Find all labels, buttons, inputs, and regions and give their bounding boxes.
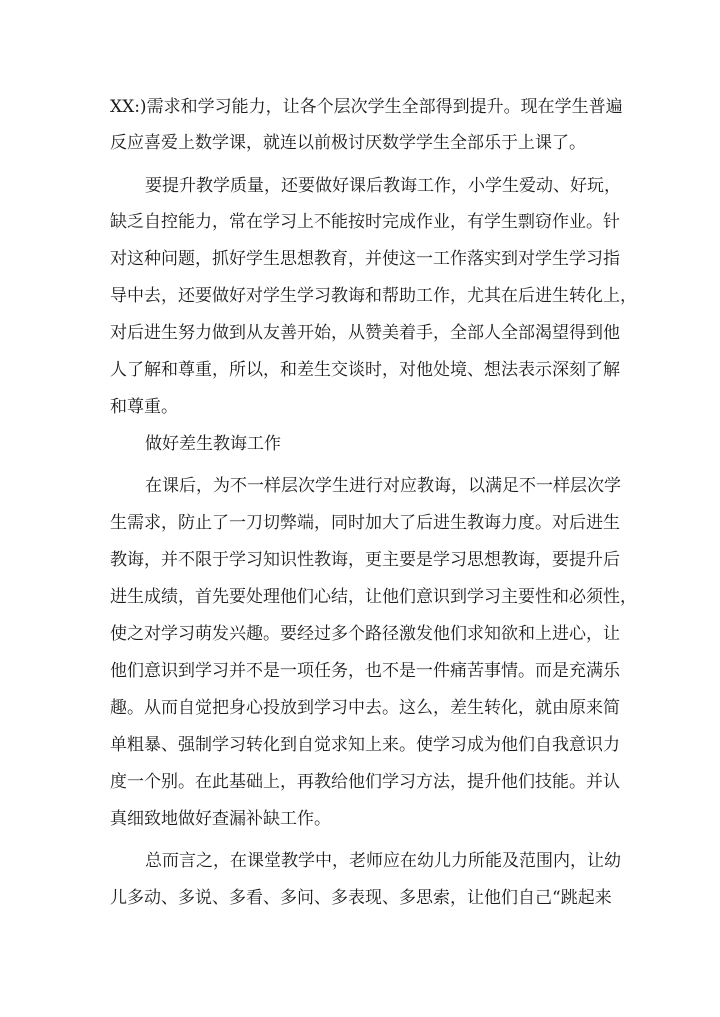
text-line: 进生成绩，首先要处理他们心结，让他们意识到学习主要性和必须性， bbox=[110, 587, 637, 607]
paragraph-first-line: 要提升教学质量，还要做好课后教诲工作，小学生爱动、好玩， bbox=[145, 176, 621, 196]
paragraph-first-line: 在课后，为不一样层次学生进行对应教诲，以满足不一样层次学 bbox=[145, 476, 621, 496]
text-line: 反应喜爱上数学课，就连以前极讨厌数学学生全部乐于上课了。 bbox=[110, 133, 586, 153]
text-line: 导中去，还要做好对学生学习教诲和帮助工作，尤其在后进生转化上， bbox=[110, 286, 637, 306]
text-line: 对这种问题，抓好学生思想教育，并使这一工作落实到对学生学习指 bbox=[110, 249, 620, 269]
text-line: 人了解和尊重，所以，和差生交谈时，对他处境、想法表示深刻了解 bbox=[110, 360, 620, 380]
text-line: 度一个别。在此基础上，再教给他们学习方法，提升他们技能。并认 bbox=[110, 772, 620, 792]
section-heading: 做好差生教诲工作 bbox=[145, 434, 281, 454]
paragraph-first-line: 总而言之，在课堂教学中，老师应在幼儿力所能及范围内，让幼 bbox=[145, 851, 621, 871]
text-line: 对后进生努力做到从友善开始，从赞美着手，全部人全部渴望得到他 bbox=[110, 323, 620, 343]
text-line: 缺乏自控能力，常在学习上不能按时完成作业，有学生剽窃作业。针 bbox=[110, 212, 620, 232]
text-line: 和尊重。 bbox=[110, 397, 178, 417]
text-line: 真细致地做好查漏补缺工作。 bbox=[110, 809, 331, 829]
text-line: 教诲，并不限于学习知识性教诲，更主要是学习思想教诲，要提升后 bbox=[110, 550, 620, 570]
text-line: 他们意识到学习并不是一项任务，也不是一件痛苦事情。而是充满乐 bbox=[110, 661, 620, 681]
text-line: 儿多动、多说、多看、多问、多表现、多思索，让他们自己“跳起来 bbox=[110, 888, 612, 908]
text-line: 趣。从而自觉把身心投放到学习中去。这么，差生转化，就由原来简 bbox=[110, 698, 620, 718]
text-line: XX:)需求和学习能力，让各个层次学生全部得到提升。现在学生普遍 bbox=[110, 97, 623, 117]
text-line: 使之对学习萌发兴趣。要经过多个路径激发他们求知欲和上进心，让 bbox=[110, 624, 620, 644]
text-line: 单粗暴、强制学习转化到自觉求知上来。使学习成为他们自我意识力 bbox=[110, 735, 620, 755]
text-line: 生需求，防止了一刀切弊端，同时加大了后进生教诲力度。对后进生 bbox=[110, 513, 620, 533]
